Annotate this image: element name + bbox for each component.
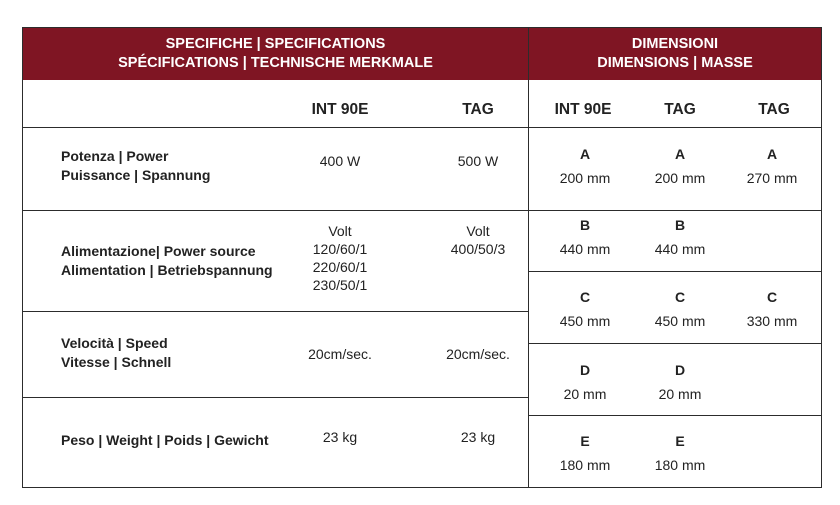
dimension-a-tag-2 bbox=[727, 145, 817, 187]
row-divider bbox=[529, 271, 821, 272]
dimension-a-int90e bbox=[540, 145, 630, 187]
spec-label-line: Potenza | Power bbox=[61, 148, 169, 164]
spec-value-int90e: 23 kg bbox=[322, 429, 358, 445]
dimension-value: 180 mm bbox=[654, 457, 706, 473]
spec-label-line: Velocità | Speed bbox=[61, 335, 168, 351]
spec-label-line: Alimentazione| Power source bbox=[61, 243, 256, 259]
dimensions-header-line1: DIMENSIONI bbox=[631, 36, 719, 52]
spec-value-line: 230/50/1 bbox=[312, 277, 368, 293]
spec-value-int90e bbox=[280, 222, 400, 294]
spec-value-line: Volt bbox=[466, 223, 490, 239]
dimension-e-int90e bbox=[540, 432, 630, 474]
specifications-header-line1: SPECIFICHE | SPECIFICATIONS bbox=[165, 36, 386, 52]
dimension-value: 200 mm bbox=[654, 170, 706, 186]
column-header-dim-tag-2: TAG bbox=[758, 101, 790, 118]
column-header-int90e: INT 90E bbox=[311, 101, 369, 118]
spec-label-weight bbox=[61, 431, 269, 450]
specifications-header-line2: SPÉCIFICATIONS | TECHNISCHE MERKMALE bbox=[118, 55, 433, 71]
spec-value-int90e: 20cm/sec. bbox=[308, 346, 372, 362]
row-divider bbox=[529, 415, 821, 416]
specifications-table bbox=[22, 27, 822, 488]
dimension-letter: A bbox=[766, 146, 778, 162]
spec-value-int90e: 400 W bbox=[319, 153, 361, 169]
dimension-d-int90e bbox=[540, 361, 630, 403]
spec-value-line: Volt bbox=[328, 223, 352, 239]
row-divider bbox=[23, 397, 528, 398]
dimension-value: 270 mm bbox=[746, 170, 798, 186]
dimension-letter: E bbox=[580, 433, 590, 449]
dimension-value: 440 mm bbox=[654, 241, 706, 257]
dimension-value: 330 mm bbox=[746, 313, 798, 329]
specifications-header bbox=[23, 28, 528, 80]
dimension-c-int90e bbox=[540, 288, 630, 330]
dimension-value: 450 mm bbox=[654, 313, 706, 329]
dimension-value: 450 mm bbox=[559, 313, 611, 329]
column-header-dim-tag: TAG bbox=[664, 101, 696, 118]
dimension-letter: D bbox=[674, 362, 686, 378]
spec-value-line: 120/60/1 bbox=[312, 241, 368, 257]
spec-value-tag: 23 kg bbox=[460, 429, 496, 445]
row-divider bbox=[23, 127, 821, 128]
spec-label-speed bbox=[61, 334, 171, 371]
dimension-letter: A bbox=[674, 146, 686, 162]
dimension-b-int90e bbox=[540, 216, 630, 258]
dimension-value: 440 mm bbox=[559, 241, 611, 257]
spec-value-tag: 20cm/sec. bbox=[446, 346, 510, 362]
spec-label-power bbox=[61, 147, 210, 184]
dimension-c-tag bbox=[635, 288, 725, 330]
spec-label-line: Alimentation | Betriebspannung bbox=[61, 261, 273, 278]
dimension-b-tag bbox=[635, 216, 725, 258]
spec-label-power-source bbox=[61, 242, 273, 279]
spec-value-line: 220/60/1 bbox=[312, 259, 368, 275]
dimension-c-tag-2 bbox=[727, 288, 817, 330]
dimension-a-tag bbox=[635, 145, 725, 187]
dimension-letter: B bbox=[579, 217, 591, 233]
column-header-tag: TAG bbox=[462, 101, 494, 118]
spec-label-line: Peso | Weight | Poids | Gewicht bbox=[61, 432, 269, 448]
spec-value-tag bbox=[418, 222, 538, 258]
column-header-dim-int90e: INT 90E bbox=[554, 101, 612, 118]
dimension-letter: C bbox=[579, 289, 591, 305]
dimension-value: 20 mm bbox=[563, 386, 607, 402]
dimension-letter: C bbox=[674, 289, 686, 305]
dimension-letter: B bbox=[674, 217, 686, 233]
dimension-value: 180 mm bbox=[559, 457, 611, 473]
spec-label-line: Puissance | Spannung bbox=[61, 166, 211, 183]
row-divider bbox=[23, 311, 528, 312]
row-divider bbox=[529, 343, 821, 344]
dimensions-header bbox=[529, 28, 821, 80]
dimension-d-tag bbox=[635, 361, 725, 403]
spec-label-line: Vitesse | Schnell bbox=[61, 353, 172, 370]
dimension-letter: A bbox=[579, 146, 591, 162]
dimension-value: 20 mm bbox=[658, 386, 702, 402]
dimensions-header-line2: DIMENSIONS | MASSE bbox=[597, 55, 753, 71]
dimension-value: 200 mm bbox=[559, 170, 611, 186]
dimension-e-tag bbox=[635, 432, 725, 474]
spec-value-line: 400/50/3 bbox=[450, 241, 506, 257]
dimension-letter: C bbox=[766, 289, 778, 305]
dimension-letter: D bbox=[579, 362, 591, 378]
spec-value-tag: 500 W bbox=[457, 153, 499, 169]
row-divider bbox=[23, 210, 821, 211]
dimension-letter: E bbox=[675, 433, 685, 449]
